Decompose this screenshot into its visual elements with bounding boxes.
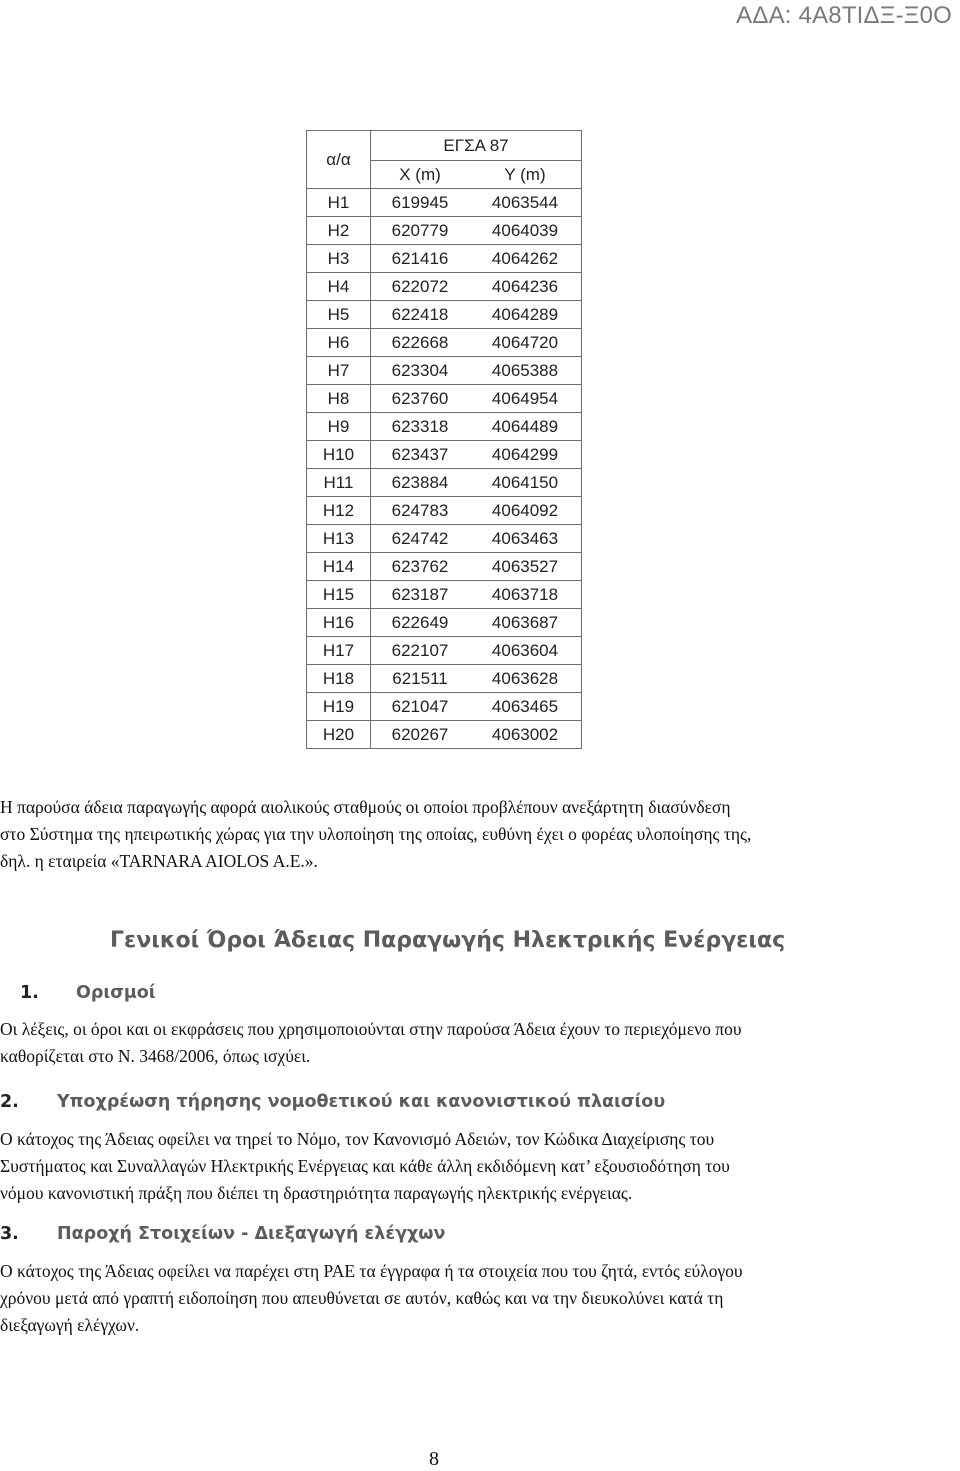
x-coordinate-cell: 621511 (371, 665, 470, 693)
table-row (307, 609, 582, 637)
table-row (307, 637, 582, 665)
point-id-cell: H4 (307, 273, 371, 301)
x-coordinate-cell: 623304 (371, 357, 470, 385)
table-header-row (307, 131, 582, 161)
section-3-number: 3. (0, 1224, 19, 1244)
point-id-cell: H8 (307, 385, 371, 413)
point-id-cell: H7 (307, 357, 371, 385)
y-coordinate-cell: 4064954 (469, 385, 582, 413)
body-line: χρόνου μετά από γραπτή ειδοποίηση που απευθύνεται σε αυτόν, καθώς και να την διευκολύνει κατά τη (0, 1288, 724, 1308)
y-coordinate-cell: 4065388 (469, 357, 582, 385)
table-row (307, 525, 582, 553)
point-id-cell: H14 (307, 553, 371, 581)
y-coordinate-cell: 4064150 (469, 469, 582, 497)
x-coordinate-cell: 623884 (371, 469, 470, 497)
x-coordinate-cell: 623437 (371, 441, 470, 469)
point-id-cell: H19 (307, 693, 371, 721)
x-coordinate-cell: 624783 (371, 497, 470, 525)
x-coordinate-cell: 621047 (371, 693, 470, 721)
y-coordinate-cell: 4063463 (469, 525, 582, 553)
body-line: καθορίζεται στο Ν. 3468/2006, όπως ισχύει. (0, 1046, 311, 1066)
table-row (307, 385, 582, 413)
body-line: νόμου κανονιστική πράξη που διέπει τη δραστηριότητα παραγωγής ηλεκτρικής ενέργειας. (0, 1183, 633, 1203)
y-coordinate-cell: 4064039 (469, 217, 582, 245)
section-1-title: Ορισμοί (76, 983, 156, 1003)
y-header: Y (m) (469, 161, 582, 189)
table-row (307, 301, 582, 329)
x-coordinate-cell: 620779 (371, 217, 470, 245)
coordinates-table (306, 130, 582, 749)
y-coordinate-cell: 4064720 (469, 329, 582, 357)
x-coordinate-cell: 624742 (371, 525, 470, 553)
x-coordinate-cell: 623760 (371, 385, 470, 413)
point-id-cell: H18 (307, 665, 371, 693)
intro-line: Η παρούσα άδεια παραγωγής αφορά αιολικούς σταθμούς οι οποίοι προβλέπουν ανεξάρτητη διασύνδεση (0, 797, 731, 817)
point-id-cell: H2 (307, 217, 371, 245)
x-coordinate-cell: 622649 (371, 609, 470, 637)
point-id-cell: H3 (307, 245, 371, 273)
table-row (307, 441, 582, 469)
intro-paragraph (0, 794, 868, 875)
table-row (307, 189, 582, 217)
table-row (307, 553, 582, 581)
point-id-cell: H17 (307, 637, 371, 665)
section-2-title: Υποχρέωση τήρησης νομοθετικού και κανονιστικού πλαισίου (57, 1092, 666, 1112)
table-row (307, 665, 582, 693)
point-id-cell: H20 (307, 721, 371, 749)
table-row (307, 721, 582, 749)
x-coordinate-cell: 622072 (371, 273, 470, 301)
x-coordinate-cell: 623762 (371, 553, 470, 581)
body-line: Ο κάτοχος της Άδειας οφείλει να τηρεί το Νόμο, τον Κανονισμό Αδειών, τον Κώδικα Διαχείρισης του (0, 1129, 715, 1149)
y-coordinate-cell: 4064236 (469, 273, 582, 301)
point-id-cell: H6 (307, 329, 371, 357)
point-id-cell: H5 (307, 301, 371, 329)
y-coordinate-cell: 4064289 (469, 301, 582, 329)
section-3-body (0, 1258, 868, 1339)
x-coordinate-cell: 622668 (371, 329, 470, 357)
body-line: Ο κάτοχος της Άδειας οφείλει να παρέχει στη ΡΑΕ τα έγγραφα ή τα στοιχεία που του ζητά, εντός εύλογου (0, 1261, 743, 1281)
y-coordinate-cell: 4064092 (469, 497, 582, 525)
body-line: διεξαγωγή ελέγχων. (0, 1315, 140, 1335)
y-coordinate-cell: 4063604 (469, 637, 582, 665)
table-row (307, 581, 582, 609)
y-coordinate-cell: 4064262 (469, 245, 582, 273)
table-row (307, 245, 582, 273)
y-coordinate-cell: 4063544 (469, 189, 582, 217)
ada-code: ΑΔΑ: 4Α8ΤΙΔΞ-Ξ0Ο (736, 2, 952, 29)
table-row (307, 497, 582, 525)
body-line: Συστήματος και Συναλλαγών Ηλεκτρικής Ενέργειας και κάθε άλλη εκδιδόμενη κατ’ εξουσιοδότηση του (0, 1156, 730, 1176)
y-coordinate-cell: 4063002 (469, 721, 582, 749)
point-id-cell: H11 (307, 469, 371, 497)
x-header: X (m) (371, 161, 470, 189)
section-1-body (0, 1016, 868, 1070)
x-coordinate-cell: 619945 (371, 189, 470, 217)
y-coordinate-cell: 4063628 (469, 665, 582, 693)
x-coordinate-cell: 621416 (371, 245, 470, 273)
body-line: Οι λέξεις, οι όροι και οι εκφράσεις που χρησιμοποιούνται στην παρούσα Άδεια έχουν το περιεχόμενο που (0, 1019, 742, 1039)
y-coordinate-cell: 4064299 (469, 441, 582, 469)
point-id-cell: H10 (307, 441, 371, 469)
table-row (307, 693, 582, 721)
point-id-cell: H9 (307, 413, 371, 441)
y-coordinate-cell: 4063718 (469, 581, 582, 609)
coordinate-system-header: ΕΓΣΑ 87 (371, 131, 582, 161)
y-coordinate-cell: 4064489 (469, 413, 582, 441)
y-coordinate-cell: 4063527 (469, 553, 582, 581)
intro-line: στο Σύστημα της ηπειρωτικής χώρας για την υλοποίηση της οποίας, ευθύνη έχει ο φορέας υλοποίησης της, (0, 824, 752, 844)
table-row (307, 217, 582, 245)
table-row (307, 469, 582, 497)
intro-line: δηλ. η εταιρεία «TARNARA AIOLOS A.E.». (0, 851, 318, 871)
table-row (307, 273, 582, 301)
table-row (307, 413, 582, 441)
page-number: 8 (429, 1448, 439, 1470)
point-id-cell: H13 (307, 525, 371, 553)
y-coordinate-cell: 4063687 (469, 609, 582, 637)
section-2-number: 2. (0, 1092, 19, 1112)
point-id-cell: H12 (307, 497, 371, 525)
point-id-cell: H1 (307, 189, 371, 217)
main-heading: Γενικοί Όροι Άδειας Παραγωγής Ηλεκτρικής Ενέργειας (110, 928, 786, 953)
section-1-number: 1. (20, 983, 39, 1003)
table-row (307, 329, 582, 357)
col-label-header: α/α (307, 131, 371, 189)
x-coordinate-cell: 620267 (371, 721, 470, 749)
y-coordinate-cell: 4063465 (469, 693, 582, 721)
table-row (307, 357, 582, 385)
x-coordinate-cell: 623318 (371, 413, 470, 441)
x-coordinate-cell: 622107 (371, 637, 470, 665)
section-2-body (0, 1126, 868, 1207)
x-coordinate-cell: 622418 (371, 301, 470, 329)
point-id-cell: H15 (307, 581, 371, 609)
section-3-title: Παροχή Στοιχείων - Διεξαγωγή ελέγχων (57, 1224, 446, 1244)
point-id-cell: H16 (307, 609, 371, 637)
x-coordinate-cell: 623187 (371, 581, 470, 609)
